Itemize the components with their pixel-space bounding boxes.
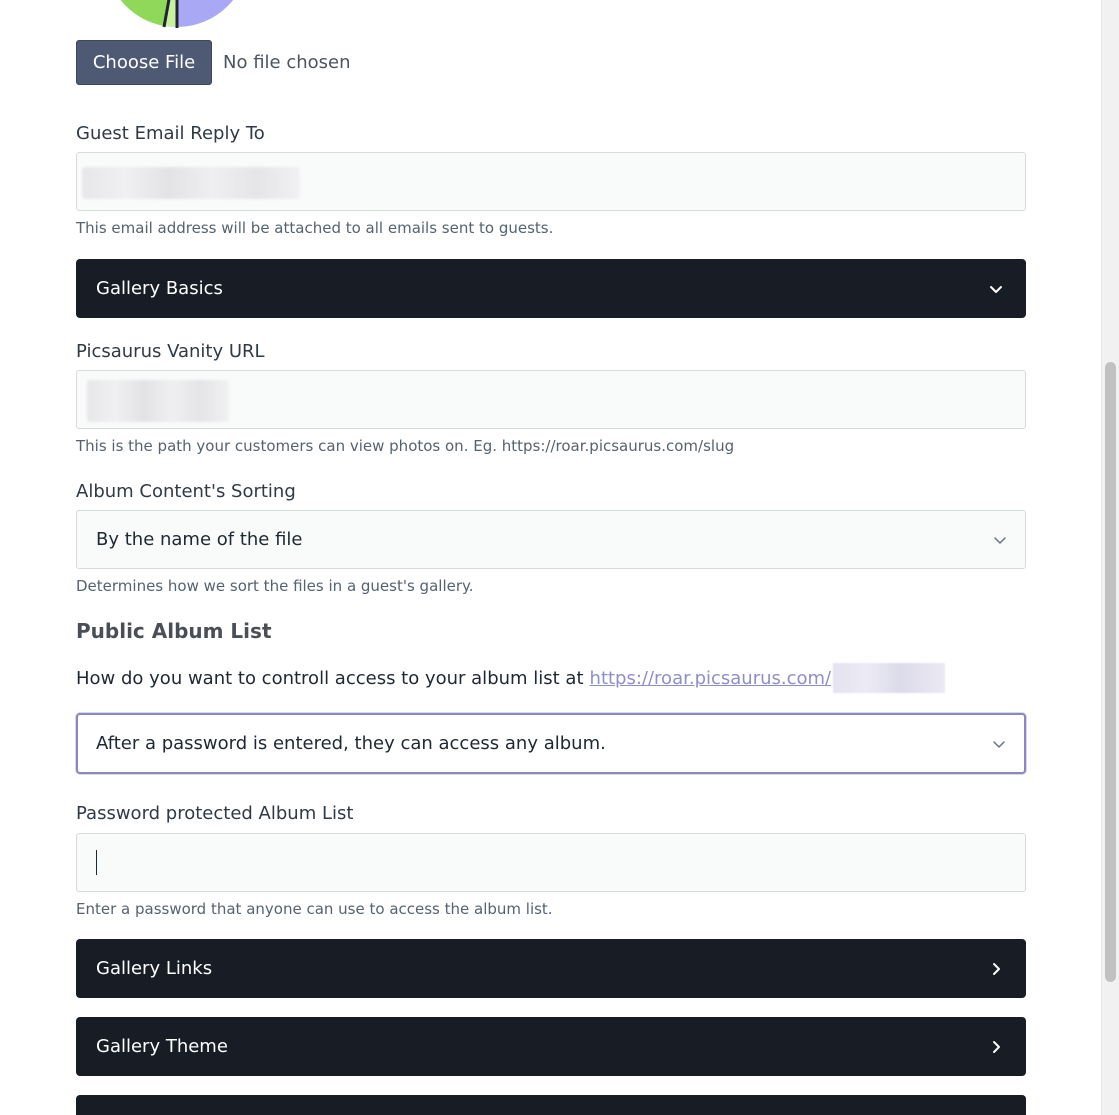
- guest-email-label: Guest Email Reply To: [76, 123, 265, 144]
- sorting-help: Determines how we sort the files in a guest's gallery.: [76, 577, 474, 595]
- sorting-select[interactable]: [76, 510, 1026, 569]
- album-list-link[interactable]: https://roar.picsaurus.com/: [589, 667, 832, 689]
- file-status-text: No file chosen: [223, 52, 351, 73]
- logo-pie-icon: [104, 0, 250, 28]
- guest-email-help: This email address will be attached to all emails sent to guests.: [76, 219, 554, 237]
- section-gallery-theme[interactable]: [76, 1017, 1026, 1076]
- vanity-url-help: This is the path your customers can view photos on. Eg. https://roar.picsaurus.com/slug: [76, 437, 735, 455]
- scrollbar-thumb[interactable]: [1105, 362, 1116, 982]
- choose-file-button[interactable]: Choose File: [76, 40, 212, 85]
- redacted-value: [82, 167, 300, 199]
- album-list-access-question: [76, 662, 945, 694]
- page-scrollbar[interactable]: [1101, 0, 1119, 1115]
- album-password-help: Enter a password that anyone can use to access the album list.: [76, 900, 553, 918]
- public-album-list-heading: Public Album List: [76, 619, 272, 643]
- logo-file-picker: [76, 40, 351, 85]
- album-list-access-select[interactable]: [76, 713, 1026, 774]
- section-next[interactable]: [76, 1095, 1026, 1115]
- album-list-access-selected: After a password is entered, they can access any album.: [96, 733, 606, 754]
- chevron-down-icon: [992, 737, 1006, 751]
- section-gallery-basics-title: Gallery Basics: [96, 278, 223, 299]
- vanity-url-label: Picsaurus Vanity URL: [76, 341, 265, 362]
- album-list-question-text: How do you want to controll access to your album list at: [76, 667, 584, 689]
- sorting-label: Album Content's Sorting: [76, 481, 296, 502]
- album-password-label: Password protected Album List: [76, 803, 354, 824]
- vanity-url-input[interactable]: [76, 370, 1026, 429]
- chevron-down-icon: [993, 533, 1007, 547]
- album-password-input[interactable]: [76, 833, 1026, 892]
- text-caret: [96, 850, 97, 875]
- guest-email-input[interactable]: [76, 152, 1026, 211]
- sorting-selected-value: By the name of the file: [96, 529, 303, 550]
- section-gallery-basics[interactable]: [76, 259, 1026, 318]
- section-gallery-links-title: Gallery Links: [96, 958, 213, 979]
- redacted-slug: [833, 663, 945, 693]
- section-gallery-links[interactable]: [76, 939, 1026, 998]
- section-gallery-theme-title: Gallery Theme: [96, 1036, 228, 1057]
- chevron-down-icon: [988, 281, 1004, 297]
- redacted-value: [87, 380, 229, 422]
- chevron-right-icon: [988, 961, 1004, 977]
- chevron-right-icon: [988, 1039, 1004, 1055]
